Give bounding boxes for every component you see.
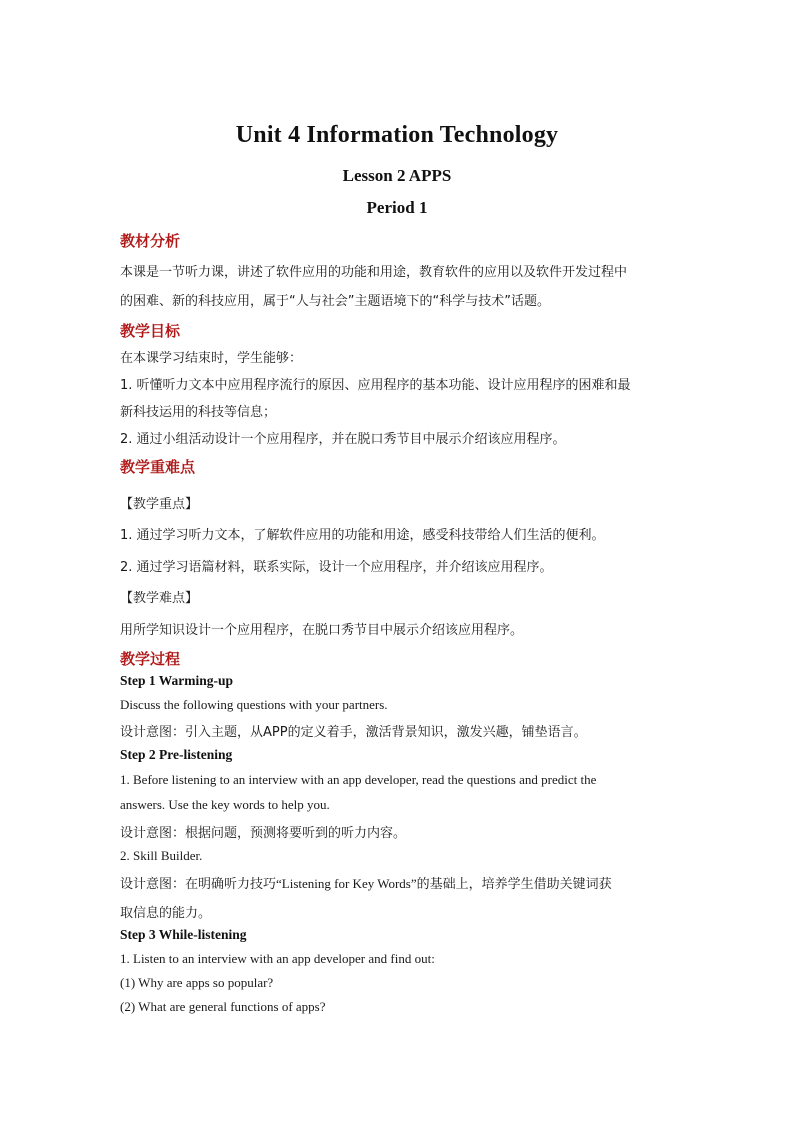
objective-1-line-2: 新科技运用的科技等信息； [120,405,277,420]
step-1-title: Step 1 Warming-up [120,673,234,688]
difficulty-label: 【教学难点】 [120,591,199,606]
objective-2: 2. 通过小组活动设计一个应用程序，并在脱口秀节目中展示介绍该应用程序。 [120,432,566,447]
section-heading-process: 教学过程 [120,650,181,668]
step-1-intent: 设计意图：引入主题，从APP的定义着手，激活背景知识，激发兴趣，铺垫语言。 [120,725,587,740]
step-2-line-3: 2. Skill Builder. [120,848,203,863]
step-2-intent-1: 设计意图：根据问题，预测将要听到的听力内容。 [120,826,407,841]
objectives-intro: 在本课学习结束时，学生能够： [120,351,303,366]
focus-label: 【教学重点】 [120,497,199,512]
step-3-title: Step 3 While-listening [120,927,247,942]
step-2-title: Step 2 Pre-listening [120,747,233,762]
step-2-intent-2-part-a: 设计意图：在明确听力技巧 [120,877,277,892]
step-2-intent-2-line-2: 取信息的能力。 [120,906,212,921]
period-title: Period 1 [366,198,428,217]
focus-point-1: 1. 通过学习听力文本，了解软件应用的功能和用途，感受科技带给人们生活的便利。 [120,528,605,543]
step-2-intent-2-part-b: “Listening for Key Words” [276,876,417,891]
step-3-question-2: (2) What are general functions of apps? [120,999,326,1014]
section-heading-analysis: 教材分析 [120,232,181,250]
difficulty-point-1: 用所学知识设计一个应用程序，在脱口秀节目中展示介绍该应用程序。 [120,623,524,638]
step-3-question-1: (1) Why are apps so popular? [120,975,274,990]
focus-point-2: 2. 通过学习语篇材料，联系实际，设计一个应用程序，并介绍该应用程序。 [120,560,553,575]
lesson-title: Lesson 2 APPS [342,166,452,185]
step-2-intent-2 [120,873,612,892]
step-2-line-2: answers. Use the key words to help you. [120,797,330,812]
step-2-line-1: 1. Before listening to an interview with an app developer, read the questions and predict the [120,772,597,787]
section-heading-objectives: 教学目标 [120,322,181,340]
objective-1-line-1: 1. 听懂听力文本中应用程序流行的原因、应用程序的基本功能、设计应用程序的困难和最 [120,378,631,393]
section-heading-key-points: 教学重难点 [120,458,196,476]
step-3-line-1: 1. Listen to an interview with an app developer and find out: [120,951,435,966]
step-1-line-1: Discuss the following questions with your partners. [120,697,388,712]
document-title: Unit 4 Information Technology [235,122,559,148]
step-2-intent-2-part-c: 的基础上，培养学生借助关键词获 [416,877,612,892]
analysis-line-2: 的困难、新的科技应用，属于“人与社会”主题语境下的“科学与技术”话题。 [120,294,550,309]
analysis-line-1: 本课是一节听力课，讲述了软件应用的功能和用途，教育软件的应用以及软件开发过程中 [120,265,628,280]
